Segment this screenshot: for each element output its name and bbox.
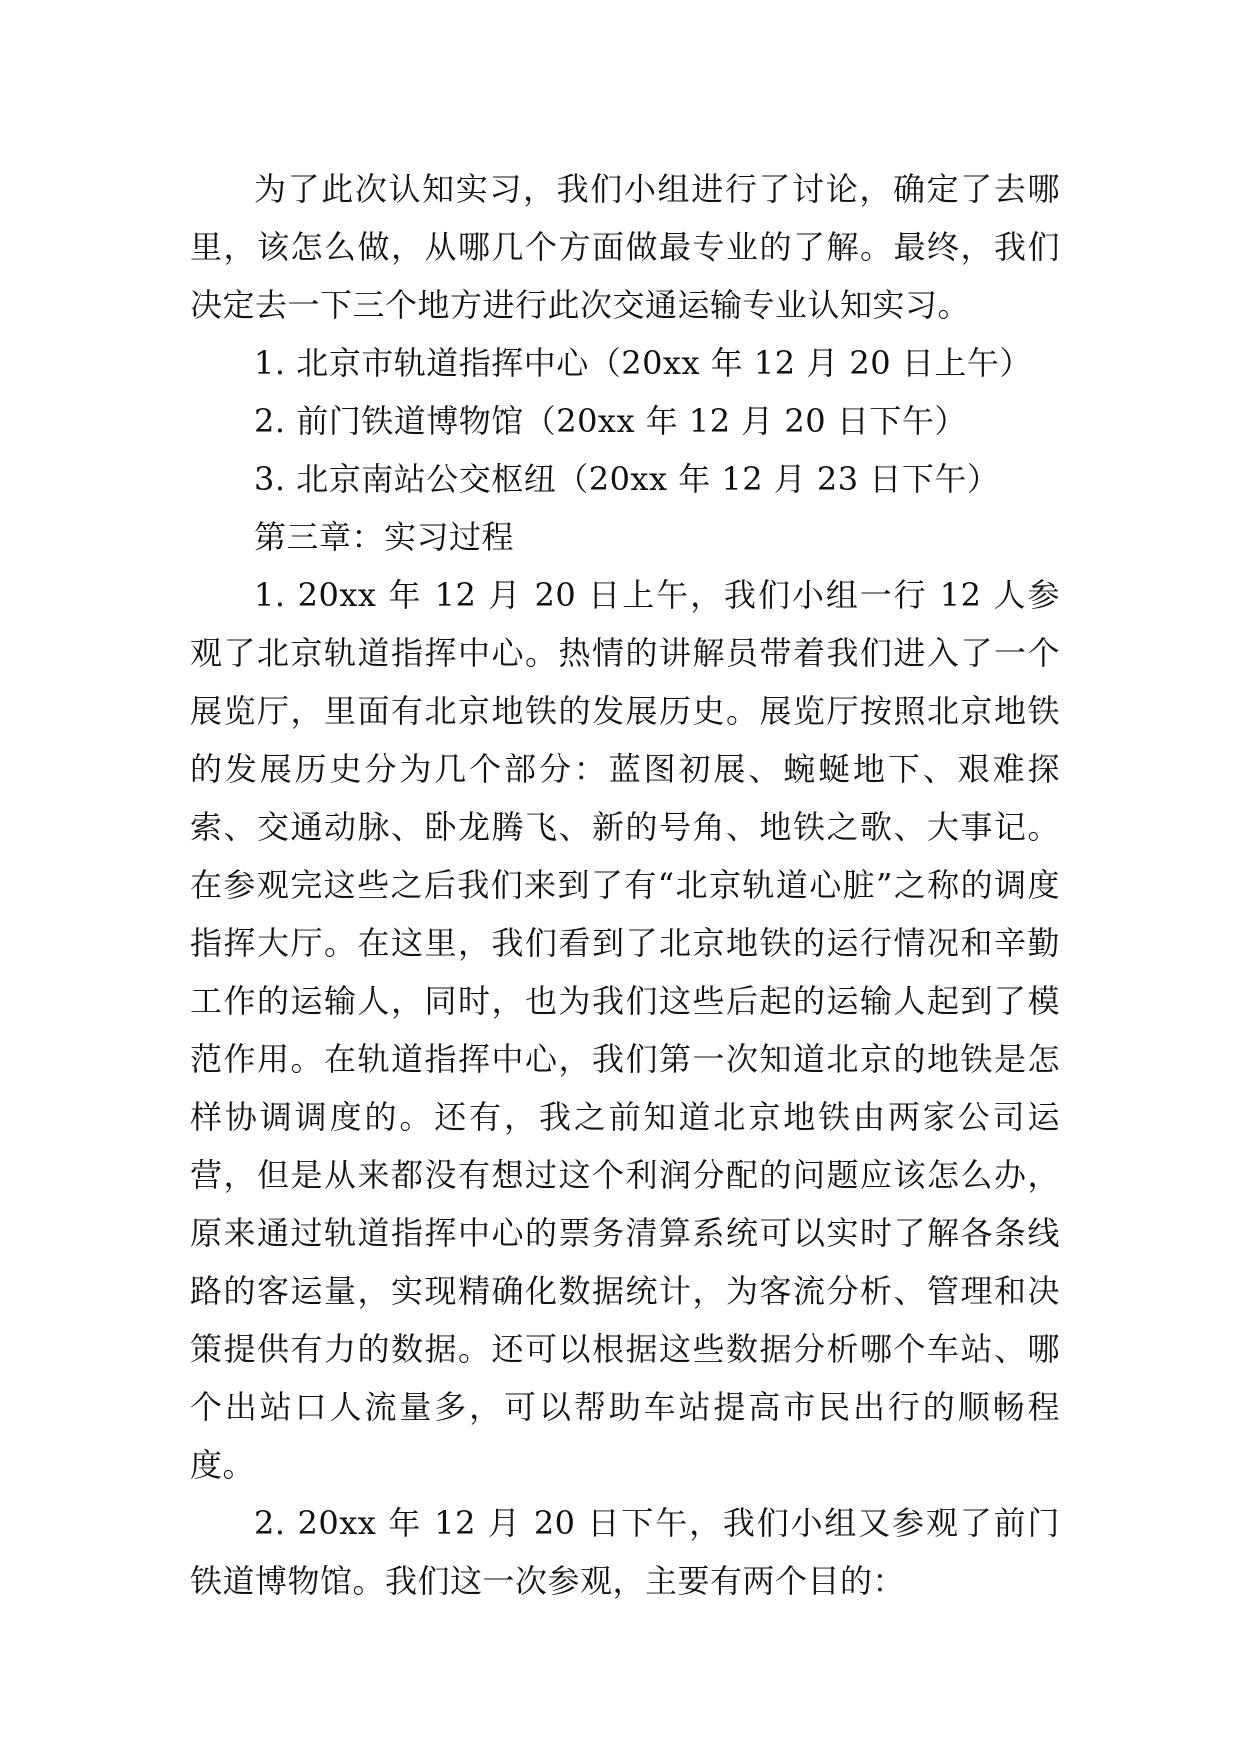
list-item-3: 3. 北京南站公交枢纽（20xx 年 12 月 23 日下午） bbox=[254, 460, 1000, 498]
body-paragraph-2: 2. 20xx 年 12 月 20 日下午，我们小组又参观了前门铁道博物馆。我们这一次参观，主要有两个目的： bbox=[190, 1504, 1060, 1600]
list-item-2: 2. 前门铁道博物馆（20xx 年 12 月 20 日下午） bbox=[254, 402, 967, 440]
intro-paragraph: 为了此次认知实习，我们小组进行了讨论，确定了去哪里，该怎么做，从哪几个方面做最专业的了解。最终，我们决定去一下三个地方进行此次交通运输专业认知实习。 bbox=[190, 170, 1060, 324]
list-item-1: 1. 北京市轨道指挥中心（20xx 年 12 月 20 日上午） bbox=[254, 344, 1032, 382]
body-paragraph-1: 1. 20xx 年 12 月 20 日上午，我们小组一行 12 人参观了北京轨道指挥中心。热情的讲解员带着我们进入了一个展览厅，里面有北京地铁的发展历史。展览厅按照北京地铁的发展历史分为几个部分：蓝图初展、蜿蜒地下、艰难探索、交通动脉、卧龙腾飞、新的号角、地铁之歌、大事记。在参观完这些之后我们来到了有“北京轨道心脏”之称的调度指挥大厅。在这里，我们看到了北京地铁的运行情况和辛勤工作的运输人，同时，也为我们这些后起的运输人起到了模范作用。在轨道指挥中心，我们第一次知道北京的地铁是怎样协调调度的。还有，我之前知道北京地铁由两家公司运营，但是从来都没有想过这个利润分配的问题应该怎么办，原来通过轨道指挥中心的票务清算系统可以实时了解各条线路的客运量，实现精确化数据统计，为客流分析、管理和决策提供有力的数据。还可以根据这些数据分析哪个车站、哪个出站口人流量多，可以帮助车站提高市民出行的顺畅程度。 bbox=[190, 576, 1060, 1484]
document-body bbox=[190, 160, 1060, 1610]
chapter-heading: 第三章：实习过程 bbox=[254, 518, 515, 556]
